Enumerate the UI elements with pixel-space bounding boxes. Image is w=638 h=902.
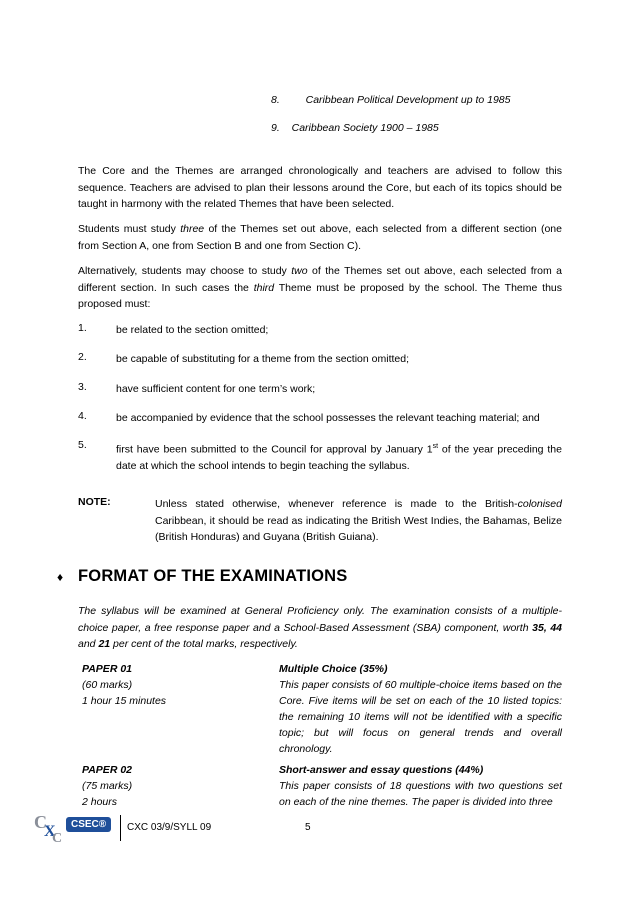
cxc-logo	[32, 808, 122, 844]
csec-badge: CSEC®	[66, 817, 111, 832]
list-item: have sufficient content for one term’s work;	[116, 383, 316, 395]
paper-marks: (60 marks)	[82, 679, 133, 691]
list-number: 3.	[78, 381, 87, 393]
theme-item-9	[271, 122, 439, 134]
list-item: be accompanied by evidence that the school possesses the relevant teaching material; and	[116, 412, 540, 424]
page-number: 5	[305, 822, 311, 833]
theme-number: 8.	[271, 94, 280, 106]
paragraph-core-themes: The Core and the Themes are arranged chronologically and teachers are advised to follow this sequence. Teachers are advised to plan their lessons around the Core, but each of its topics should be taught in harmony with the related Themes that have been selected.	[78, 165, 562, 210]
paper-title: Multiple Choice (35%)	[279, 663, 388, 675]
note-label: NOTE:	[78, 496, 111, 508]
paper-desc: This paper consists of 60 multiple-choice items based on the Core. Five items will be set on each of the 10 listed topics: the remaining 10 items will not be identified with a specific topic; but will focus on general trends and overall chronology.	[279, 679, 562, 755]
paper-name: PAPER 02	[82, 764, 132, 776]
paper-02-description	[279, 762, 562, 810]
theme-title: Caribbean Society 1900 – 1985	[291, 122, 439, 134]
paper-time: 1 hour 15 minutes	[82, 695, 167, 707]
list-item: be related to the section omitted;	[116, 324, 269, 336]
paragraph-alternatively: Alternatively, students may choose to study two of the Themes set out above, each selected from a different section. In such cases the third Theme must be proposed by the school. The Theme thus proposed must:	[78, 265, 562, 310]
theme-number: 9.	[271, 122, 280, 134]
paper-desc: This paper consists of 18 questions with two questions set on each of the nine themes. The paper is divided into three	[279, 780, 562, 808]
list-number: 2.	[78, 351, 87, 363]
paper-time: 2 hours	[82, 796, 118, 808]
cxc-emblem-icon	[32, 808, 68, 844]
footer-code: CXC 03/9/SYLL 09	[127, 822, 212, 833]
paper-marks: (75 marks)	[82, 780, 133, 792]
note-text: Unless stated otherwise, whenever reference is made to the British-colonised Caribbean, it should be read as indicating the British West Indies, the Bahamas, Belize (British Honduras) and Guyana (British Guiana).	[155, 498, 562, 543]
paper-01-info	[82, 661, 166, 709]
theme-title: Caribbean Political Development up to 1985	[305, 94, 511, 106]
footer-divider	[120, 815, 121, 841]
svg-text:C: C	[52, 831, 63, 844]
section-intro: The syllabus will be examined at General Proficiency only. The examination consists of a multiple-choice paper, a free response paper and a School-Based Assessment (SBA) component, worth 35, 44 and 21 per cent of the total marks, respectively.	[78, 605, 562, 650]
paper-02-info	[82, 762, 132, 810]
paper-title: Short-answer and essay questions (44%)	[279, 764, 484, 776]
paragraph-students-study: Students must study three of the Themes set out above, each selected from a different section (one from Section A, one from Section B and one from Section C).	[78, 223, 562, 252]
svg-text:X: X	[44, 823, 56, 840]
paper-01-description	[279, 661, 562, 757]
svg-text:C: C	[34, 812, 47, 832]
section-heading: FORMAT OF THE EXAMINATIONS	[78, 567, 348, 585]
list-number: 1.	[78, 322, 87, 334]
list-item: be capable of substituting for a theme from the section omitted;	[116, 353, 409, 365]
list-item: first have been submitted to the Council for approval by January 1st of the year preceding the date at which the school intends to begin teaching the syllabus.	[116, 443, 562, 472]
list-number: 5.	[78, 439, 87, 451]
diamond-bullet-icon: ♦	[57, 570, 64, 584]
paper-name: PAPER 01	[82, 663, 132, 675]
theme-item-8	[271, 94, 511, 106]
list-number: 4.	[78, 410, 87, 422]
